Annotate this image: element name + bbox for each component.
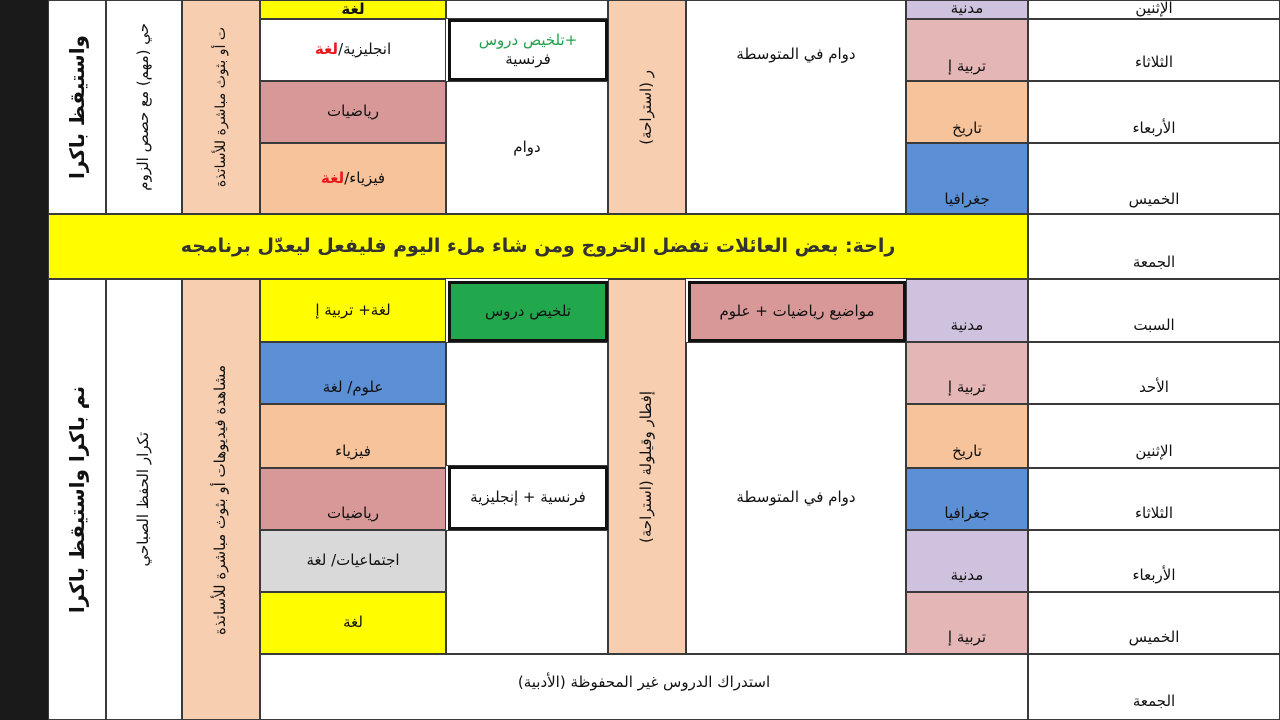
top-sleep-column — [48, 0, 106, 214]
bottom-mid-empty-2 — [446, 530, 608, 654]
bottom-friday-day — [1028, 654, 1280, 720]
bottom-sleep-column — [48, 279, 106, 720]
bottom-day-5 — [1028, 592, 1280, 654]
bottom-evening-1 — [260, 342, 446, 404]
bottom-videos-text: مشاهدة فيديوهات أو بثوث مباشرة للأساتذة — [211, 364, 230, 635]
top-sleep-text: واستيقظ باكرا — [65, 34, 89, 179]
top-day-3-text: الخميس — [1128, 189, 1180, 208]
bottom-evening-5 — [260, 592, 446, 654]
bottom-saturday-topic — [688, 281, 906, 342]
bottom-day-1 — [1028, 342, 1280, 404]
bottom-videos-column — [182, 279, 260, 720]
bottom-mid-tuesday — [448, 466, 608, 530]
bottom-day-3-text: الثلاثاء — [1134, 503, 1173, 522]
top-day-2 — [1028, 81, 1280, 143]
bottom-subject-0 — [906, 279, 1028, 342]
bottom-subject-3-text: جغرافيا — [944, 503, 990, 522]
bottom-evening-4-text: اجتماعيات/ لغة — [306, 551, 400, 570]
top-break-text: ر (استراحة) — [637, 69, 656, 145]
bottom-evening-2-text: فيزياء — [335, 441, 371, 460]
top-subject-0-text: مدنية — [950, 0, 984, 17]
bottom-evening-4 — [260, 530, 446, 592]
top-day-3 — [1028, 143, 1280, 214]
bottom-subject-5-text: تربية إ — [947, 627, 987, 646]
top-evening-0-text: لغة — [341, 0, 365, 18]
top-subject-1-text: تربية إ — [947, 56, 987, 75]
top-evening-1-a: انجليزية/ — [338, 40, 392, 59]
top-subject-2 — [906, 81, 1028, 143]
top-evening-1-b: لغة — [314, 40, 339, 59]
top-day-1-text: الثلاثاء — [1134, 52, 1173, 71]
top-evening-3-b: لغة — [320, 168, 345, 187]
bottom-day-4-text: الأربعاء — [1132, 565, 1176, 584]
top-day-0 — [1028, 0, 1280, 19]
bottom-sleep-text: نم باكرا واستيقظ باكرا — [65, 385, 89, 614]
top-day-0-text: الإثنين — [1135, 0, 1173, 17]
bottom-friday-row — [260, 654, 1028, 720]
bottom-evening-5-text: لغة — [343, 613, 363, 632]
bottom-subject-2-text: تاريخ — [952, 441, 982, 460]
bottom-subject-0-text: مدنية — [950, 315, 984, 334]
schedule-sheet — [48, 0, 1280, 720]
friday-banner-day-text: الجمعة — [1132, 252, 1176, 271]
top-evening-3-a: فيزياء/ — [344, 168, 386, 187]
bottom-saturday-topic-text: مواضيع رياضيات + علوم — [719, 301, 875, 320]
bottom-day-0-text: السبت — [1133, 315, 1175, 334]
top-school-text: دوام في المتوسطة — [736, 45, 856, 63]
bottom-subject-5 — [906, 592, 1028, 654]
top-subject-2-text: تاريخ — [952, 118, 982, 137]
bottom-friday-text: استدراك الدروس غير المحفوظة (الأدبية) — [517, 673, 771, 691]
top-mid-2 — [446, 81, 608, 214]
bottom-evening-0-text: لغة+ تربية إ — [315, 300, 391, 319]
bottom-day-0 — [1028, 279, 1280, 342]
top-mid-1-b: فرنسية — [505, 50, 551, 68]
bottom-break-column — [608, 279, 686, 654]
bottom-day-2 — [1028, 404, 1280, 468]
bottom-subject-1 — [906, 342, 1028, 404]
top-evening-3 — [260, 143, 446, 214]
bottom-day-1-text: الأحد — [1139, 377, 1169, 396]
bottom-school-column — [686, 342, 906, 654]
top-break-column — [608, 0, 686, 214]
bottom-mid-saturday-text: تلخيص دروس — [485, 301, 571, 320]
bottom-break-text: إفطار وقيلولة (استراحة) — [637, 390, 656, 543]
top-mid-1 — [448, 19, 608, 81]
bottom-evening-1-text: علوم/ لغة — [322, 377, 384, 396]
top-subject-0 — [906, 0, 1028, 19]
top-evening-2-text: رياضيات — [327, 102, 379, 121]
bottom-evening-3-text: رياضيات — [327, 503, 379, 522]
friday-banner-day — [1028, 214, 1280, 279]
bottom-evening-2 — [260, 404, 446, 468]
bottom-day-5-text: الخميس — [1128, 627, 1180, 646]
top-school-column — [686, 0, 906, 214]
top-subject-3-text: جغرافيا — [944, 189, 990, 208]
friday-banner — [48, 214, 1028, 279]
top-mid-1-a: تلخيص دروس+ — [478, 30, 578, 49]
bottom-mid-saturday — [448, 281, 608, 342]
bottom-mid-empty-1 — [446, 342, 608, 466]
bottom-mid-tuesday-text: فرنسية + إنجليزية — [470, 488, 586, 507]
top-evening-2 — [260, 81, 446, 143]
bottom-evening-3 — [260, 468, 446, 530]
bottom-day-4 — [1028, 530, 1280, 592]
bottom-day-2-text: الإثنين — [1135, 441, 1173, 460]
top-note-column — [106, 0, 182, 214]
bottom-day-3 — [1028, 468, 1280, 530]
top-evening-1 — [260, 19, 446, 81]
bottom-subject-3 — [906, 468, 1028, 530]
bottom-subject-4-text: مدنية — [950, 565, 984, 584]
top-subject-1 — [906, 19, 1028, 81]
bottom-subject-2 — [906, 404, 1028, 468]
bottom-subject-1-text: تربية إ — [947, 377, 987, 396]
top-mid-2-text: دوام — [513, 137, 541, 156]
top-day-2-text: الأربعاء — [1132, 118, 1176, 137]
bottom-school-text: دوام في المتوسطة — [736, 488, 856, 507]
bottom-friday-day-text: الجمعة — [1132, 691, 1176, 710]
bottom-memorize-text: تكرار الحفظ الصباحي — [134, 432, 153, 567]
friday-banner-text: راحة: بعض العائلات تفضل الخروج ومن شاء ملء اليوم فليفعل ليعدّل برنامجه — [180, 235, 896, 258]
top-videos-column — [182, 0, 260, 214]
top-evening-0 — [260, 0, 446, 19]
top-videos-text: ت أو بثوث مباشرة للأساتذة — [212, 26, 229, 188]
top-note-text: حي (مهم) مع حصص الزوم — [134, 23, 153, 191]
top-day-1 — [1028, 19, 1280, 81]
top-mid-0 — [446, 0, 608, 19]
bottom-memorize-column — [106, 279, 182, 720]
top-subject-3 — [906, 143, 1028, 214]
bottom-subject-4 — [906, 530, 1028, 592]
bottom-evening-0 — [260, 279, 446, 342]
